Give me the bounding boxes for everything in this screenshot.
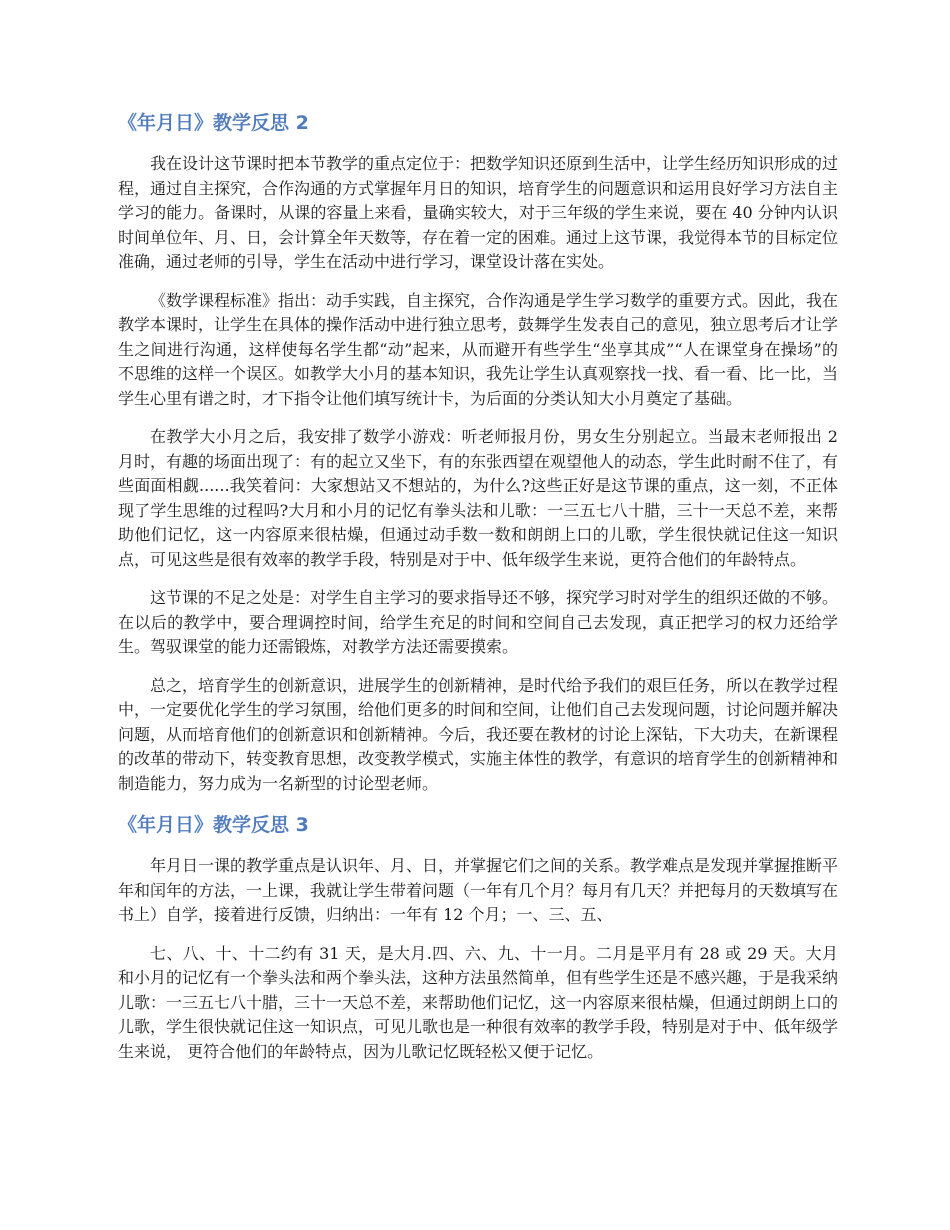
paragraph: 这节课的不足之处是：对学生自主学习的要求指导还不够，探究学习时对学生的组织还做的不够。在以后的教学中，要合理调控时间，给学生充足的时间和空间自己去发现，真正把学习的权力还给学生。驾驭课堂的能力还需锻炼，对教学方法还需要摸索。 [118,588,839,656]
paragraph: 在教学大小月之后，我安排了数学小游戏：听老师报月份，男女生分别起立。当最末老师报出 2 月时，有趣的场面出现了：有的起立又坐下，有的东张西望在观望他人的动态，学生此时耐不住了，有些面面相觑......我笑着问：大家想站又不想站的，为什么?这些正好是这节课的重点，这一刻，不正体现了学生思维的过程吗?大月和小月的记忆有拳头法和儿歌：一三五七八十腊，三十一天总不差，来帮助他们记忆，这一内容原来很枯燥，但通过动手数一数和朗朗上口的儿歌，学生很快就记住这一知识点，可见这些是很有效率的教学手段，特别是对于中、低年级学生来说，更符合他们的年龄特点。 [118,427,839,569]
section-heading: 《年月日》教学反思 2 [118,112,309,134]
paragraph: 总之，培育学生的创新意识，进展学生的创新精神，是时代给予我们的艰巨任务，所以在教学过程中，一定要优化学生的学习氛围，给他们更多的时间和空间，让他们自己去发现问题，讨论问题并解决问题，从而培育他们的创新意识和创新精神。今后，我还要在教材的讨论上深钻，下大功夫，在新课程的改革的带动下，转变教育思想，改变教学模式，实施主体性的教学，有意识的培育学生的创新精神和制造能力，努力成为一名新型的讨论型老师。 [118,675,839,793]
section-reflection-3 [118,810,838,1064]
paragraph: 年月日一课的教学重点是认识年、月、日，并掌握它们之间的关系。教学难点是发现并掌握推断平年和闰年的方法，一上课，我就让学生带着问题（一年有几个月？每月有几天？并把每月的天数填写在书上）自学，接着进行反馈，归纳出：一年有 12 个月；一、三、五、 [118,856,839,924]
paragraph: 《数学课程标准》指出：动手实践，自主探究，合作沟通是学生学习数学的重要方式。因此，我在教学本课时，让学生在具体的操作活动中进行独立思考，鼓舞学生发表自己的意见，独立思考后才让学生之间进行沟通，这样使每名学生都“动”起来，从而避开有些学生“坐享其成”“人在课堂身在操场”的不思维的这样一个误区。如教学大小月的基本知识，我先让学生认真观察找一找、看一看、比一比，当学生心里有谱之时，才下指令让他们填写统计卡，为后面的分类认知大小月奠定了基础。 [118,290,839,408]
document-page [118,108,838,1078]
section-reflection-2 [118,108,838,796]
paragraph: 我在设计这节课时把本节教学的重点定位于：把数学知识还原到生活中，让学生经历知识形成的过程，通过自主探究，合作沟通的方式掌握年月日的知识，培育学生的问题意识和运用良好学习方法自主学习的能力。备课时，从课的容量上来看，量确实较大，对于三年级的学生来说，要在 40 分钟内认识时间单位年、月、日，会计算全年天数等，存在着一定的困难。通过上这节课，我觉得本节的目标定位准确，通过老师的引导，学生在活动中进行学习，课堂设计落在实处。 [118,154,839,271]
paragraph: 七、八、十、十二约有 31 天，是大月.四、六、九、十一月。二月是平月有 28 或 29 天。大月和小月的记忆有一个拳头法和两个拳头法，这种方法虽然简单，但有些学生还是不感兴趣，于是我采纳儿歌：一三五七八十腊，三十一天总不差，来帮助他们记忆，这一内容原来很枯燥，但通过朗朗上口的儿歌，学生很快就记住这一知识点，可见儿歌也是一种很有效率的教学手段，特别是对于中、低年级学生来说， 更符合他们的年龄特点，因为儿歌记忆既轻松又便于记忆。 [118,943,839,1061]
section-heading: 《年月日》教学反思 3 [118,814,309,836]
